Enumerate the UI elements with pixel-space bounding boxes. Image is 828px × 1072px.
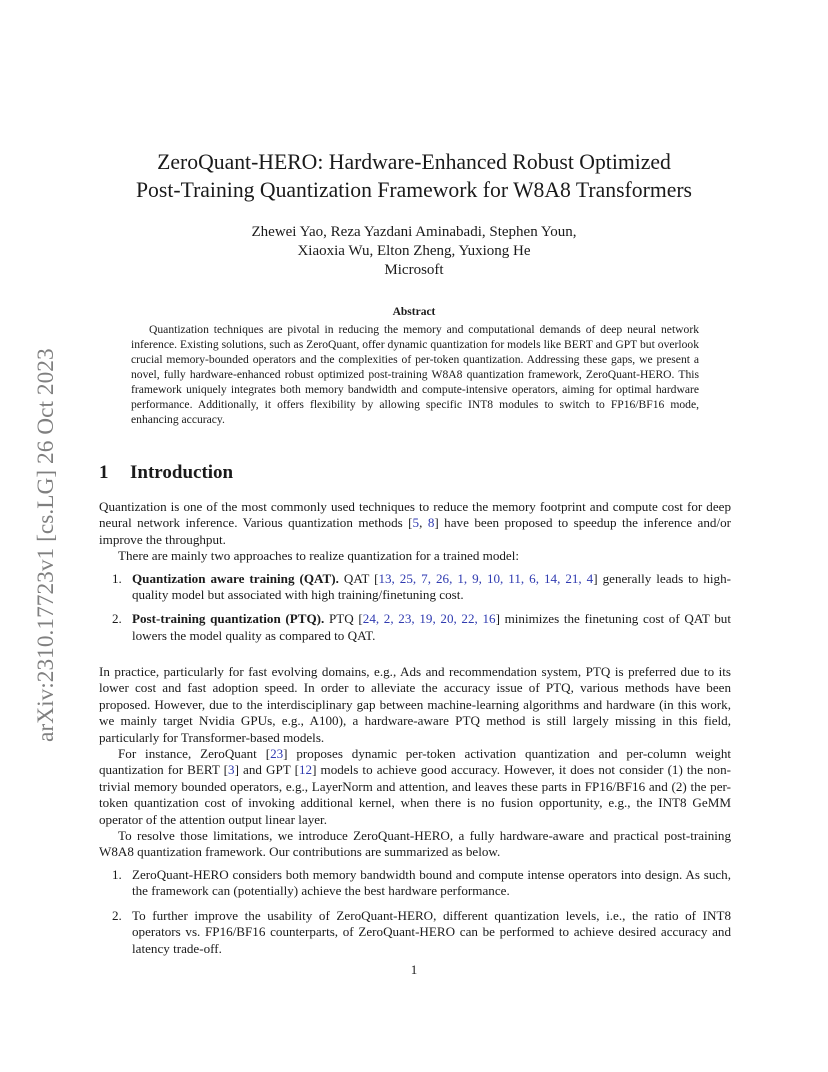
abstract-heading: Abstract bbox=[392, 306, 436, 318]
intro-paragraph-3: In practice, particularly for fast evolving domains, e.g., Ads and recommendation system, PTQ is preferred due to its lower cost and fast adoption speed. In order to alleviate the accuracy issue of PTQ, various methods have been proposed. However, due to the interdisciplinary gap between machine-learning algorithms and hardware (in this work, we mainly target Nvidia GPUs, e.g., A100), a hardware-aware PTQ method is still largely missing in this field, particularly for Transformer-based models. bbox=[99, 664, 731, 745]
citation-link[interactable]: 3 bbox=[228, 762, 235, 778]
affiliation: Microsoft bbox=[384, 262, 444, 278]
citation-link[interactable]: 13, 25, 7, 26, 1, 9, 10, 11, 6, 14, 21, 4 bbox=[378, 570, 594, 586]
citation-link[interactable]: 5 bbox=[412, 515, 420, 531]
paper-title-line-2: Post-Training Quantization Framework for W8A8 Transformers bbox=[136, 178, 692, 202]
authors-line-2: Xiaoxia Wu, Elton Zheng, Yuxiong He bbox=[297, 243, 531, 259]
intro-paragraph-5: To resolve those limitations, we introduce ZeroQuant-HERO, a fully hardware-aware and practical post-training W8A8 quantization framework. Our contributions are summarized as below. bbox=[99, 828, 731, 860]
section-number: 1 bbox=[99, 462, 109, 483]
citation-link[interactable]: 24, 2, 23, 19, 20, 22, 16 bbox=[362, 611, 496, 627]
term-qat: Quantization aware training (QAT). bbox=[132, 570, 339, 586]
method-list-item-qat: 1. Quantization aware training (QAT). QAT [13, 25, 7, 26, 1, 9, 10, 11, 6, 14, 21, 4] generally leads to high-quality model but associated with high training/finetuning cost. bbox=[112, 570, 731, 603]
page-number: 1 bbox=[410, 962, 418, 977]
intro-body-top bbox=[99, 499, 731, 644]
contribution-item-2: 2. To further improve the usability of ZeroQuant-HERO, different quantization levels, i.e., the ratio of INT8 operators vs. FP16/BF16 counterparts, of ZeroQuant-HERO can be performed to achieve desired accuracy and latency trade-off. bbox=[112, 907, 731, 956]
intro-paragraph-4: For instance, ZeroQuant [23] proposes dynamic per-token activation quantization and per-column weight quantization for BERT [3] and GPT [12] models to achieve good accuracy. However, it does not consider (1) the non-trivial memory bounded operators, e.g., LayerNorm and attention, and leaves these parts in FP16/BF16 and (2) the per-token quantization cost of invoking additional kernel, when there is no fusion opportunity, e.g., the INT8 GeMM operator of the attention output linear layer. bbox=[99, 746, 732, 827]
section-heading bbox=[99, 462, 233, 484]
citation-link[interactable]: 12 bbox=[298, 762, 313, 778]
term-ptq: Post-training quantization (PTQ). bbox=[132, 611, 325, 627]
intro-paragraph-2: There are mainly two approaches to realize quantization for a trained model: bbox=[118, 548, 520, 564]
authors-line-1: Zhewei Yao, Reza Yazdani Aminabadi, Stephen Youn, bbox=[251, 224, 577, 240]
citation-link[interactable]: 8 bbox=[427, 515, 435, 531]
paper-title-line-1: ZeroQuant-HERO: Hardware-Enhanced Robust Optimized bbox=[157, 150, 671, 174]
contribution-item-1: 1. ZeroQuant-HERO considers both memory bandwidth bound and compute intense operators into design. As such, the framework can (potentially) achieve the best hardware performance. bbox=[112, 866, 731, 899]
intro-paragraph-1: Quantization is one of the most commonly used techniques to reduce the memory footprint and compute cost for deep neural network inference. Various quantization methods [5, 8] have been proposed to speedup the inference and/or improve the throughput. bbox=[99, 499, 732, 547]
citation-link[interactable]: 23 bbox=[270, 746, 284, 762]
method-list-item-ptq: 2. Post-training quantization (PTQ). PTQ [24, 2, 23, 19, 20, 22, 16] minimizes the finetuning cost of QAT but lowers the model quality as compared to QAT. bbox=[112, 611, 731, 643]
arxiv-identifier: arXiv:2310.17723v1 [cs.LG] 26 Oct 2023 bbox=[33, 348, 59, 742]
intro-body-bottom bbox=[99, 664, 731, 957]
section-title: Introduction bbox=[130, 462, 234, 483]
abstract-text: Quantization techniques are pivotal in reducing the memory and computational demands of deep neural network inference. Existing solutions, such as ZeroQuant, offer dynamic quantization for models like BERT and GPT but overlook crucial memory-bounded operators and the complexities of per-token quantization. Addressing these gaps, we present a novel, fully hardware-enhanced robust optimized post-training W8A8 quantization framework, ZeroQuant-HERO. This framework uniquely integrates both memory bandwidth and compute-intensive operators, aiming for optimal hardware performance. Additionally, it offers flexibility by allowing specific INT8 modules to switch to FP16/BF16 mode, enhancing accuracy. bbox=[131, 323, 699, 426]
